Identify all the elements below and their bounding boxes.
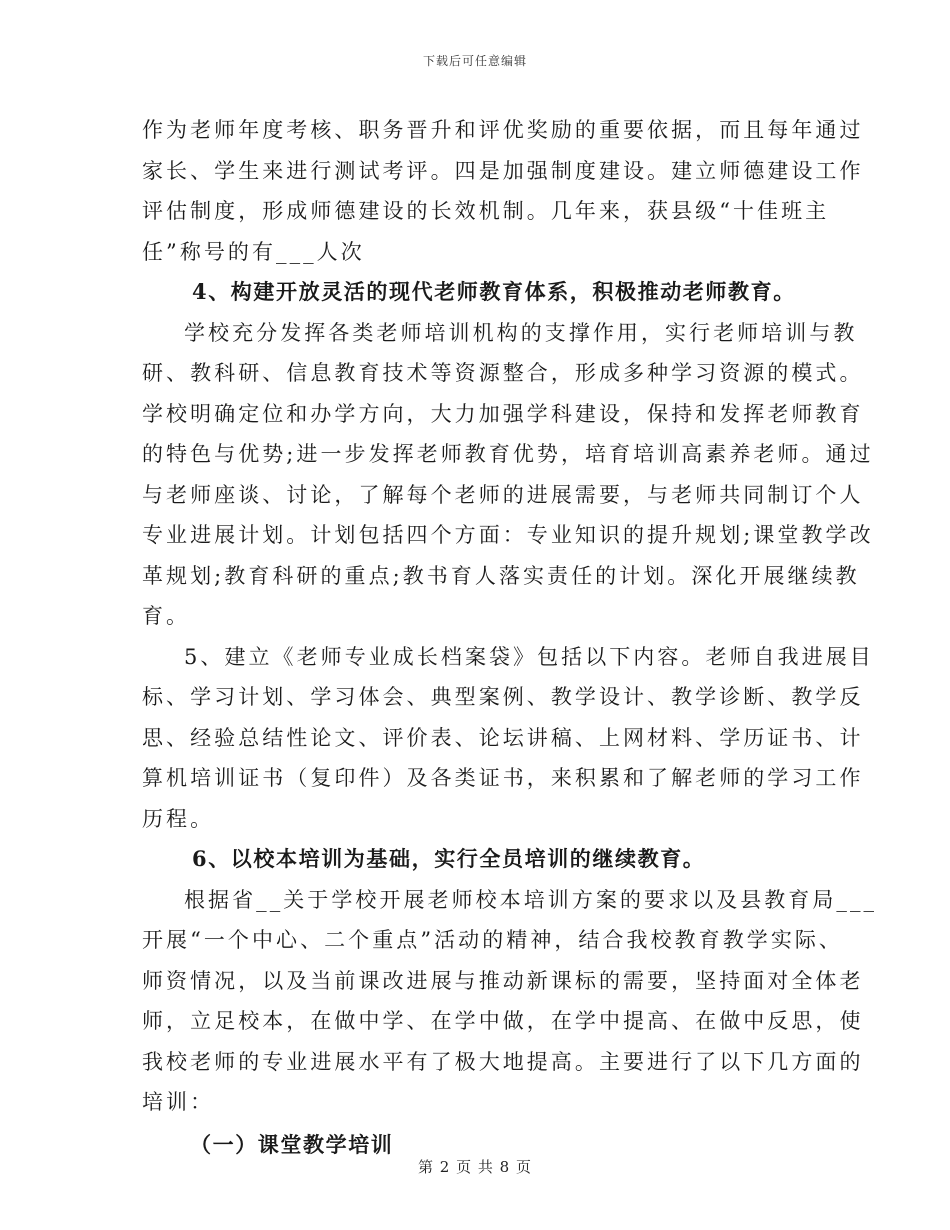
page-header-note: 下载后可任意编辑 <box>422 54 527 68</box>
text-line: 我校老师的专业进展水平有了极大地提高。主要进行了以下几方面的 <box>142 1049 864 1074</box>
subsection-heading: （一）课堂教学培训 <box>190 1131 394 1157</box>
text-line: 的特色与优势;进一步发挥老师教育优势，培育培训高素养老师。通过 <box>142 442 874 466</box>
text-line: 研、教科研、信息教育技术等资源整合，形成多种学习资源的模式。 <box>142 361 864 385</box>
text-line: 专业进展计划。计划包括四个方面：专业知识的提升规划;课堂教学改 <box>142 523 874 547</box>
text-line: 5、建立《老师专业成长档案袋》包括以下内容。老师自我进展目 <box>184 644 874 669</box>
text-line: 学校明确定位和办学方向，大力加强学科建设，保持和发挥老师教育 <box>142 401 864 426</box>
text-line: 革规划;教育科研的重点;教书育人落实责任的计划。深化开展继续教 <box>142 563 860 588</box>
page-number-footer: 第 2 页 共 8 页 <box>418 1158 532 1176</box>
text-line: 历程。 <box>142 806 215 831</box>
text-line: 师资情况，以及当前课改进展与推动新课标的需要，坚持面对全体老 <box>142 968 864 993</box>
section-heading-6: 6、以校本培训为基础，实行全员培训的继续教育。 <box>192 846 706 871</box>
text-line: 培训： <box>142 1090 215 1114</box>
text-line: 思、经验总结性论文、评价表、论坛讲稿、上网材料、学历证书、计 <box>142 725 864 750</box>
text-line: 与老师座谈、讨论，了解每个老师的进展需要，与老师共同制订个人 <box>142 482 864 507</box>
text-line: 开展“一个中心、二个重点”活动的精神，结合我校教育教学实际、 <box>142 928 843 952</box>
text-line: 家长、学生来进行测试考评。四是加强制度建设。建立师德建设工作 <box>142 158 864 183</box>
text-line: 任”称号的有___人次 <box>142 239 365 264</box>
document-body <box>142 110 878 1165</box>
text-line: 标、学习计划、学习体会、典型案例、教学设计、教学诊断、教学反 <box>142 685 864 709</box>
text-line: 育。 <box>142 604 191 628</box>
text-line: 根据省__关于学校开展老师校本培训方案的要求以及县教育局___ <box>184 887 878 912</box>
text-line: 学校充分发挥各类老师培训机构的支撑作用，实行老师培训与教 <box>184 320 858 345</box>
text-line: 师，立足校本，在做中学、在学中做，在学中提高、在做中反思，使 <box>142 1009 864 1033</box>
text-line: 作为老师年度考核、职务晋升和评优奖励的重要依据，而且每年通过 <box>142 118 864 142</box>
section-heading-4: 4、构建开放灵活的现代老师教育体系，积极推动老师教育。 <box>192 279 796 304</box>
text-line: 评估制度，形成师德建设的长效机制。几年来，获县级“十佳班主 <box>142 199 830 223</box>
text-line: 算机培训证书（复印件）及各类证书，来积累和了解老师的学习工作 <box>142 766 864 790</box>
